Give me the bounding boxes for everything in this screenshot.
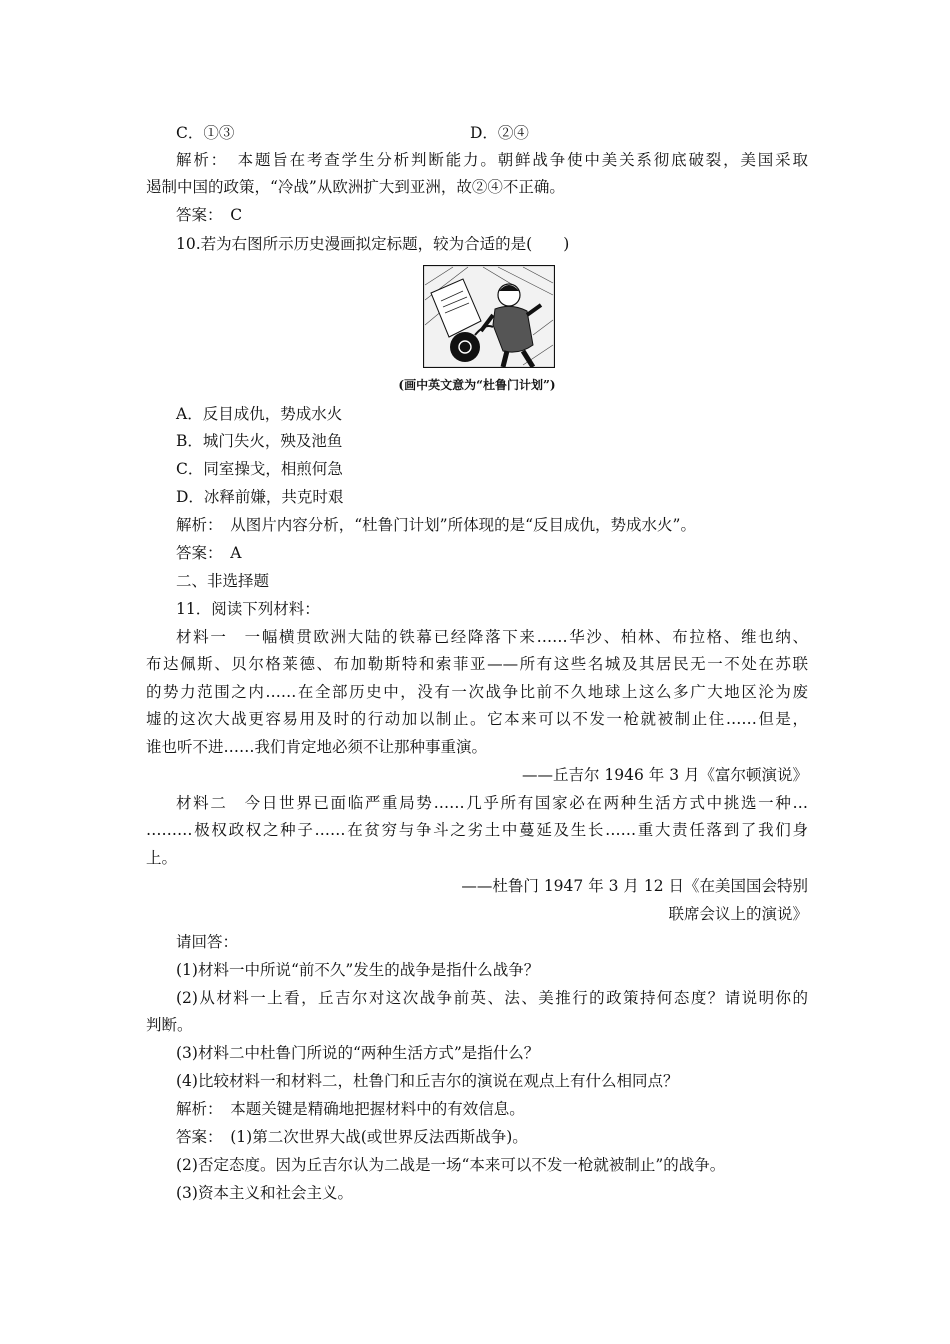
q11-answer-3: (3)资本主义和社会主义。 <box>176 1184 353 1202</box>
q11-material2-source-2: 联席会议上的演说》 <box>668 905 808 923</box>
q11-answer-1: 答案： (1)第二次世界大战(或世界反法西斯战争)。 <box>176 1128 528 1146</box>
q9-option-c: C．①③ <box>176 124 235 142</box>
q11-material1-line: 布达佩斯、贝尔格莱德、布加勒斯特和索菲亚——所有这些名城及其居民无一不处在苏联 <box>146 655 808 673</box>
q11-question-3: (3)材料二中杜鲁门所说的“两种生活方式”是指什么？ <box>176 1044 540 1062</box>
q11-material1-line: 墟的这次大战更容易用及时的行动加以制止。它本来可以不发一枪就被制止住……但是， <box>146 710 808 728</box>
q11-material1-line: 的势力范围之内……在全部历史中，没有一次战争比前不久地球上这么多广大地区沦为废 <box>146 683 808 701</box>
q11-question-1: (1)材料一中所说“前不久”发生的战争是指什么战争？ <box>176 961 540 979</box>
q11-material2-line: 上。 <box>146 849 178 867</box>
q9-option-d: D．②④ <box>470 124 529 142</box>
section-heading: 二、非选择题 <box>176 572 270 590</box>
cartoon-illustration-icon <box>423 265 555 368</box>
q11-question-4: (4)比较材料一和材料二，杜鲁门和丘吉尔的演说在观点上有什么相同点？ <box>176 1072 679 1090</box>
q11-material1-line: 材料一 一幅横贯欧洲大陆的铁幕已经降落下来……华沙、柏林、布拉格、维也纳、 <box>176 628 808 646</box>
q10-answer: 答案： A <box>176 544 242 562</box>
q9-analysis-line-1: 解析： 本题旨在考查学生分析判断能力。朝鲜战争使中美关系彻底破裂，美国采取 <box>176 151 808 169</box>
q11-material2-source-1: ——杜鲁门 1947 年 3 月 12 日《在美国国会特别 <box>461 877 808 895</box>
q11-question-2-cont: 判断。 <box>146 1016 193 1034</box>
q10-option-b: B．城门失火，殃及池鱼 <box>176 432 343 450</box>
q11-material1-source: ——丘吉尔 1946 年 3 月《富尔顿演说》 <box>521 766 808 784</box>
q10-option-a: A．反目成仇，势成水火 <box>176 405 343 423</box>
q11-material2-line: ………极权政权之种子……在贫穷与争斗之劣土中蔓延及生长……重大责任落到了我们身 <box>146 821 808 839</box>
q11-material1-line: 谁也听不进……我们肯定地必须不让那种事重演。 <box>146 738 488 756</box>
q9-analysis-line-2: 遏制中国的政策，“冷战”从欧洲扩大到亚洲，故②④不正确。 <box>146 178 565 196</box>
q9-answer: 答案： C <box>176 206 243 224</box>
q11-analysis: 解析： 本题关键是精确地把握材料中的有效信息。 <box>176 1100 525 1118</box>
q11-question-2: (2)从材料一上看，丘吉尔对这次战争前英、法、美推行的政策持何态度？请说明你的 <box>176 989 808 1007</box>
q10-option-c: C．同室操戈，相煎何急 <box>176 460 343 478</box>
q11-prompt: 请回答： <box>176 933 239 951</box>
q10-stem: 10.若为右图所示历史漫画拟定标题，较为合适的是( ) <box>176 235 570 253</box>
q11-material2-line: 材料二 今日世界已面临严重局势……几乎所有国家必在两种生活方式中挑选一种… <box>176 794 808 812</box>
q10-analysis: 解析： 从图片内容分析，“杜鲁门计划”所体现的是“反目成仇，势成水火”。 <box>176 516 696 534</box>
cartoon-caption: (画中英文意为“杜鲁门计划”) <box>398 378 556 392</box>
q9-options-row <box>176 121 808 145</box>
q11-stem: 11．阅读下列材料： <box>176 600 320 618</box>
q11-answer-2: (2)否定态度。因为丘吉尔认为二战是一场“本来可以不发一枪就被制止”的战争。 <box>176 1156 726 1174</box>
q10-option-d: D．冰释前嫌，共克时艰 <box>176 488 344 506</box>
